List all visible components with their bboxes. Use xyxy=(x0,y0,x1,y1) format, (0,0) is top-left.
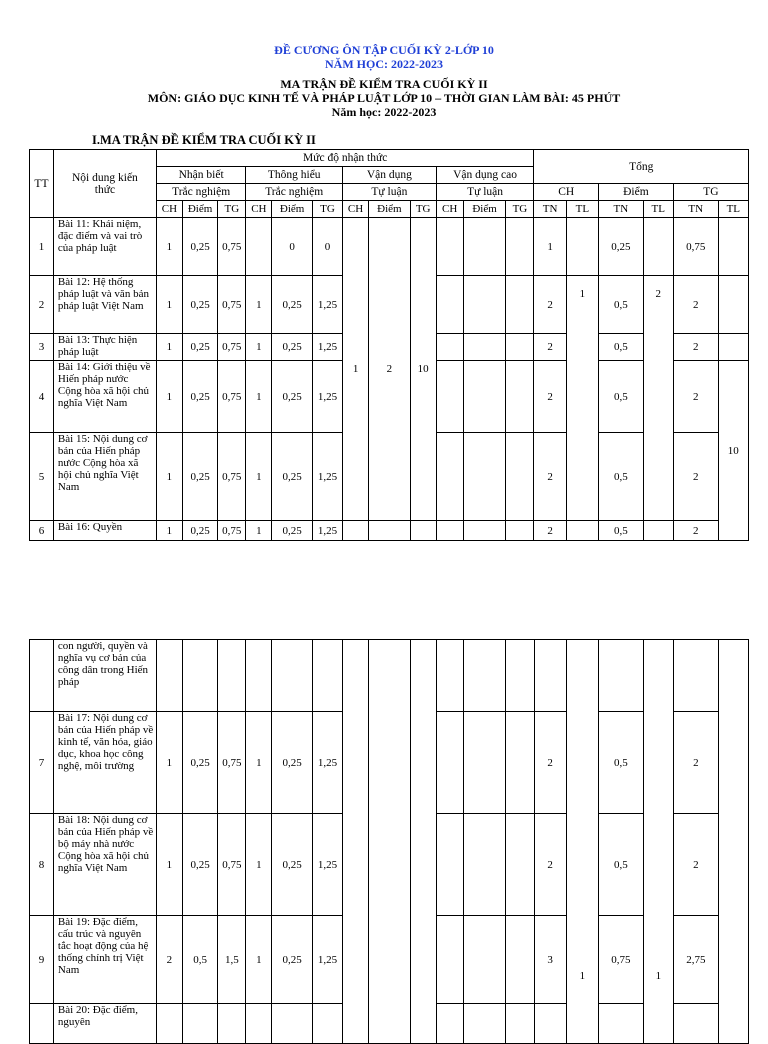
col-header-total-ch: CH xyxy=(534,184,599,201)
cell-th-diem: 0,25 xyxy=(272,916,313,1004)
cell-vdc-ch xyxy=(436,916,463,1004)
row-number: 6 xyxy=(30,521,54,541)
cell-nb-ch: 1 xyxy=(156,814,182,916)
cell-total-tg-tn: 2,75 xyxy=(673,916,718,1004)
cell-vdc-ch xyxy=(436,276,463,334)
cell-vdc-ch xyxy=(436,433,463,521)
sub-header-diem: Điểm xyxy=(182,201,217,218)
cell-th-ch xyxy=(246,218,272,276)
cell-vd-tg-merged: 10 xyxy=(410,218,436,521)
row-content: Bài 20: Đặc điểm, nguyên xyxy=(53,1004,156,1044)
row-content: Bài 16: Quyền xyxy=(53,521,156,541)
sub-header-diem: Điểm xyxy=(369,201,411,218)
cell-nb-ch xyxy=(156,640,182,712)
cell-total-tg-tn: 2 xyxy=(673,334,718,361)
cell-th-tg: 1,25 xyxy=(312,521,342,541)
cell-nb-diem xyxy=(182,640,217,712)
cell-th-diem: 0,25 xyxy=(272,521,313,541)
row-content: Bài 18: Nội dung cơ bản của Hiến pháp về bộ máy nhà nước Cộng hòa xã hội chủ nghĩa Việt Nam xyxy=(53,814,156,916)
cell-vdc-tg xyxy=(506,276,534,334)
cell-nb-ch: 1 xyxy=(156,433,182,521)
row-number: 9 xyxy=(30,916,54,1004)
cell-total-ch-tn: 2 xyxy=(534,712,566,814)
sub-header-tg: TG xyxy=(506,201,534,218)
cell-th-diem: 0,25 xyxy=(272,334,313,361)
cell-nb-diem: 0,25 xyxy=(182,361,217,433)
cell-vdc-ch xyxy=(436,521,463,541)
cell-vdc-diem xyxy=(463,218,506,276)
cell-total-ch-tn: 1 xyxy=(534,218,566,276)
document-title: ĐỀ CƯƠNG ÔN TẬP CUỐI KỲ 2-LỚP 10 xyxy=(274,43,494,57)
col-header-van-dung: Vận dụng xyxy=(343,167,437,184)
cell-th-ch xyxy=(246,640,272,712)
cell-total-tg-tl-merged xyxy=(718,640,748,1044)
cell-nb-ch: 1 xyxy=(156,218,182,276)
col-header-trac-nghiem: Trắc nghiệm xyxy=(156,184,245,201)
sub-header-ch: CH xyxy=(436,201,463,218)
school-year: Năm học: 2022-2023 xyxy=(331,105,437,119)
cell-th-ch: 1 xyxy=(246,521,272,541)
cell-vd-diem-merged: 2 xyxy=(369,218,411,521)
cell-nb-diem: 0,25 xyxy=(182,433,217,521)
cell-vd-diem-merged xyxy=(369,640,411,1044)
cell-total-ch-tn: 2 xyxy=(534,361,566,433)
cell-nb-diem: 0,25 xyxy=(182,334,217,361)
cell-nb-ch: 1 xyxy=(156,712,182,814)
cell-nb-diem: 0,25 xyxy=(182,218,217,276)
cell-th-ch: 1 xyxy=(246,814,272,916)
cell-vd-ch-merged xyxy=(343,640,369,1044)
cell-vdc-ch xyxy=(436,712,463,814)
cell-total-ch-tn: 2 xyxy=(534,276,566,334)
cell-th-tg: 1,25 xyxy=(312,361,342,433)
row-number: 2 xyxy=(30,276,54,334)
sub-header-diem: Điểm xyxy=(463,201,506,218)
cell-total-ch-tl-merged: 1 xyxy=(566,276,598,521)
cell-th-diem: 0,25 xyxy=(272,361,313,433)
sub-header-tn: TN xyxy=(673,201,718,218)
subject-line: MÔN: GIÁO DỤC KINH TẾ VÀ PHÁP LUẬT LỚP 10 – THỜI GIAN LÀM BÀI: 45 PHÚT xyxy=(147,91,621,105)
cell-th-tg: 1,25 xyxy=(312,334,342,361)
row-number: 3 xyxy=(30,334,54,361)
cell-total-diem-tn: 0,5 xyxy=(598,361,643,433)
cell-th-diem: 0,25 xyxy=(272,712,313,814)
cell-nb-diem: 0,5 xyxy=(182,916,217,1004)
cell-nb-ch: 1 xyxy=(156,276,182,334)
col-header-total-tg: TG xyxy=(673,184,748,201)
cell-total-tg-tn: 2 xyxy=(673,712,718,814)
table-row xyxy=(30,640,749,712)
cell-vdc-diem xyxy=(463,276,506,334)
cell-vdc-tg xyxy=(506,218,534,276)
cell-vdc-ch xyxy=(436,361,463,433)
row-content: Bài 13: Thực hiện pháp luật xyxy=(53,334,156,361)
cell-total-ch-tl xyxy=(566,521,598,541)
cell-vdc-tg xyxy=(506,814,534,916)
cell-nb-tg: 0,75 xyxy=(218,361,246,433)
cell-th-ch: 1 xyxy=(246,712,272,814)
cell-th-diem: 0,25 xyxy=(272,433,313,521)
row-content: Bài 11: Khái niệm, đặc điểm và vai trò của pháp luật xyxy=(53,218,156,276)
cell-vdc-tg xyxy=(506,334,534,361)
cell-total-tg-tl xyxy=(718,276,748,334)
sub-header-ch: CH xyxy=(246,201,272,218)
col-header-total: Tổng xyxy=(534,150,749,184)
row-content: Bài 17: Nội dung cơ bản của Hiến pháp về kinh tế, văn hóa, giáo dục, khoa học công nghệ, môi trường xyxy=(53,712,156,814)
cell-th-tg: 1,25 xyxy=(312,916,342,1004)
sub-header-tl: TL xyxy=(643,201,673,218)
cell-th-tg: 1,25 xyxy=(312,276,342,334)
cell-th-ch: 1 xyxy=(246,334,272,361)
cell-nb-tg: 0,75 xyxy=(218,712,246,814)
cell-th-ch: 1 xyxy=(246,276,272,334)
cell-total-ch-tl xyxy=(566,218,598,276)
sub-header-tg: TG xyxy=(410,201,436,218)
cell-vdc-diem xyxy=(463,334,506,361)
cell-nb-diem: 0,25 xyxy=(182,814,217,916)
cell-th-diem: 0 xyxy=(272,218,313,276)
cell-vdc-diem xyxy=(463,916,506,1004)
cell-th-tg: 1,25 xyxy=(312,433,342,521)
cell-th-diem: 0,25 xyxy=(272,276,313,334)
cell-vdc-tg xyxy=(506,916,534,1004)
sub-header-tg: TG xyxy=(312,201,342,218)
cell-total-tg-tn: 2 xyxy=(673,276,718,334)
sub-header-ch: CH xyxy=(156,201,182,218)
col-header-van-dung-cao: Vận dụng cao xyxy=(436,167,534,184)
cell-vd-tg xyxy=(410,521,436,541)
sub-header-tn: TN xyxy=(598,201,643,218)
cell-vdc-diem xyxy=(463,814,506,916)
row-content: Bài 12: Hệ thống pháp luật và văn bản pháp luật Việt Nam xyxy=(53,276,156,334)
cell-nb-ch: 1 xyxy=(156,334,182,361)
cell-nb-diem: 0,25 xyxy=(182,276,217,334)
col-header-total-diem: Điểm xyxy=(598,184,673,201)
sub-header-tl: TL xyxy=(718,201,748,218)
cell-nb-tg: 0,75 xyxy=(218,276,246,334)
row-content: Bài 15: Nội dung cơ bản của Hiến pháp nước Cộng hòa xã hội chủ nghĩa Việt Nam xyxy=(53,433,156,521)
cell-total-diem-tn: 0,5 xyxy=(599,814,644,916)
cell-total-diem-tl xyxy=(643,521,673,541)
row-number: 5 xyxy=(30,433,54,521)
row-number: 1 xyxy=(30,218,54,276)
cell-total-tg-tl xyxy=(718,218,748,276)
col-header-nhan-biet: Nhận biết xyxy=(156,167,245,184)
cell-total-ch-tn: 2 xyxy=(534,334,566,361)
row-number xyxy=(30,640,54,712)
cell-th-tg: 1,25 xyxy=(312,712,342,814)
row-number: 8 xyxy=(30,814,54,916)
cell-total-ch-tn: 2 xyxy=(534,814,566,916)
cell-total-diem-tl xyxy=(643,218,673,276)
cell-vdc-ch xyxy=(436,218,463,276)
cell-total-tg-tn: 2 xyxy=(673,521,718,541)
cell-th-ch: 1 xyxy=(246,433,272,521)
col-header-tt: TT xyxy=(30,150,54,218)
sub-header-ch: CH xyxy=(343,201,369,218)
cell-total-tg-tl xyxy=(718,334,748,361)
cell-nb-tg: 0,75 xyxy=(218,218,246,276)
cell-vdc-diem xyxy=(463,361,506,433)
row-number: 4 xyxy=(30,361,54,433)
col-header-thong-hieu: Thông hiểu xyxy=(246,167,343,184)
school-year-blue: NĂM HỌC: 2022-2023 xyxy=(325,57,443,71)
table-row xyxy=(30,218,749,276)
cell-total-diem-tn: 0,5 xyxy=(598,521,643,541)
col-header-trac-nghiem: Trắc nghiệm xyxy=(246,184,343,201)
cell-vd-ch xyxy=(343,521,369,541)
cell-total-diem-tl-merged: 1 xyxy=(643,640,673,1044)
cell-nb-tg: 0,75 xyxy=(218,814,246,916)
cell-total-tg-tn xyxy=(673,640,718,712)
cell-nb-ch: 2 xyxy=(156,916,182,1004)
row-number: 7 xyxy=(30,712,54,814)
cell-total-tg-tn: 2 xyxy=(673,433,718,521)
cell-th-diem xyxy=(272,640,313,712)
matrix-table-page2 xyxy=(29,639,749,1044)
row-content: con người, quyền và nghĩa vụ cơ bản của công dân trong Hiến pháp xyxy=(53,640,156,712)
cell-total-diem-tn xyxy=(599,640,644,712)
cell-vdc-tg xyxy=(506,361,534,433)
cell-nb-tg xyxy=(218,640,246,712)
cell-th-diem: 0,25 xyxy=(272,814,313,916)
col-header-level: Mức độ nhận thức xyxy=(156,150,534,167)
cell-vdc-ch xyxy=(436,334,463,361)
cell-nb-ch: 1 xyxy=(156,361,182,433)
cell-vdc-tg xyxy=(506,433,534,521)
cell-vd-ch-merged: 1 xyxy=(343,218,369,521)
cell-nb-diem: 0,25 xyxy=(182,712,217,814)
section-title: I.MA TRẬN ĐỀ KIỂM TRA CUỐI KỲ II xyxy=(92,133,316,147)
cell-total-tg-tl-merged: 10 xyxy=(718,361,748,541)
cell-vdc-tg xyxy=(506,521,534,541)
cell-th-ch: 1 xyxy=(246,916,272,1004)
cell-vdc-tg xyxy=(506,712,534,814)
cell-vdc-diem xyxy=(463,640,506,712)
cell-total-ch-tn: 2 xyxy=(534,521,566,541)
cell-nb-tg: 0,75 xyxy=(218,521,246,541)
cell-total-ch-tn xyxy=(534,640,566,712)
table-row xyxy=(30,521,749,541)
matrix-table-page1 xyxy=(29,149,749,541)
cell-total-tg-tn: 2 xyxy=(673,361,718,433)
cell-total-ch-tn: 2 xyxy=(534,433,566,521)
cell-total-tg-tn: 2 xyxy=(673,814,718,916)
cell-nb-tg: 1,5 xyxy=(218,916,246,1004)
cell-total-diem-tn: 0,5 xyxy=(598,433,643,521)
cell-vdc-diem xyxy=(463,712,506,814)
cell-total-diem-tn: 0,5 xyxy=(599,712,644,814)
cell-vd-tg-merged xyxy=(410,640,436,1044)
cell-total-diem-tl-merged: 2 xyxy=(643,276,673,521)
cell-vdc-diem xyxy=(463,521,506,541)
sub-header-tg: TG xyxy=(218,201,246,218)
col-header-tu-luan: Tự luận xyxy=(436,184,534,201)
cell-nb-tg: 0,75 xyxy=(218,334,246,361)
sub-header-tl: TL xyxy=(566,201,598,218)
cell-th-tg xyxy=(312,640,342,712)
col-header-tu-luan: Tự luận xyxy=(343,184,437,201)
cell-vdc-ch xyxy=(436,640,463,712)
cell-total-diem-tn: 0,75 xyxy=(599,916,644,1004)
cell-vdc-tg xyxy=(506,640,534,712)
cell-total-diem-tn: 0,5 xyxy=(598,276,643,334)
col-header-content: Nội dung kiến thức xyxy=(53,150,156,218)
cell-vdc-ch xyxy=(436,814,463,916)
cell-th-ch: 1 xyxy=(246,361,272,433)
sub-header-tn: TN xyxy=(534,201,566,218)
row-content: Bài 14: Giới thiệu về Hiến pháp nước Cộng hòa xã hội chủ nghĩa Việt Nam xyxy=(53,361,156,433)
sub-header-diem: Điểm xyxy=(272,201,313,218)
cell-nb-diem: 0,25 xyxy=(182,521,217,541)
cell-vdc-diem xyxy=(463,433,506,521)
cell-th-tg: 0 xyxy=(312,218,342,276)
cell-total-diem-tn: 0,25 xyxy=(598,218,643,276)
cell-total-ch-tl-merged: 1 xyxy=(566,640,598,1044)
cell-total-diem-tn: 0,5 xyxy=(598,334,643,361)
cell-nb-tg: 0,75 xyxy=(218,433,246,521)
row-content: Bài 19: Đặc điểm, cấu trúc và nguyên tắc hoạt động của hệ thống chính trị Việt Nam xyxy=(53,916,156,1004)
cell-vd-diem xyxy=(369,521,411,541)
cell-th-tg: 1,25 xyxy=(312,814,342,916)
matrix-title: MA TRẬN ĐỀ KIỂM TRA CUỐI KỲ II xyxy=(280,77,488,91)
cell-nb-ch: 1 xyxy=(156,521,182,541)
cell-total-ch-tn: 3 xyxy=(534,916,566,1004)
cell-total-tg-tn: 0,75 xyxy=(673,218,718,276)
